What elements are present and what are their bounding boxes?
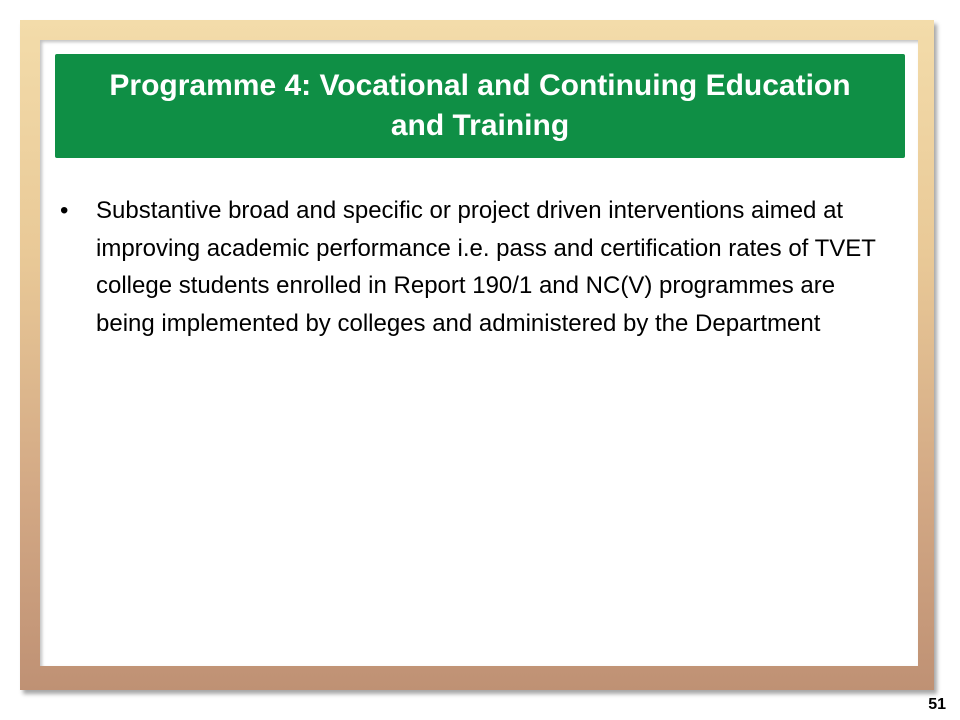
title-banner <box>55 54 905 158</box>
bullet-icon: • <box>60 197 69 224</box>
slide-title: Programme 4: Vocational and Continuing Education and Training <box>109 69 851 142</box>
bullet-text: Substantive broad and specific or project driven interventions aimed at improving academic performance i.e. pass and certification rates of TVET college students enrolled in Report 190/1 and NC(V) programmes are being implemented by colleges and administered by the Department <box>96 197 876 337</box>
slide-body <box>58 192 900 342</box>
page-number: 51 <box>928 696 946 713</box>
bullet-list <box>58 192 900 342</box>
bullet-item <box>58 192 900 342</box>
